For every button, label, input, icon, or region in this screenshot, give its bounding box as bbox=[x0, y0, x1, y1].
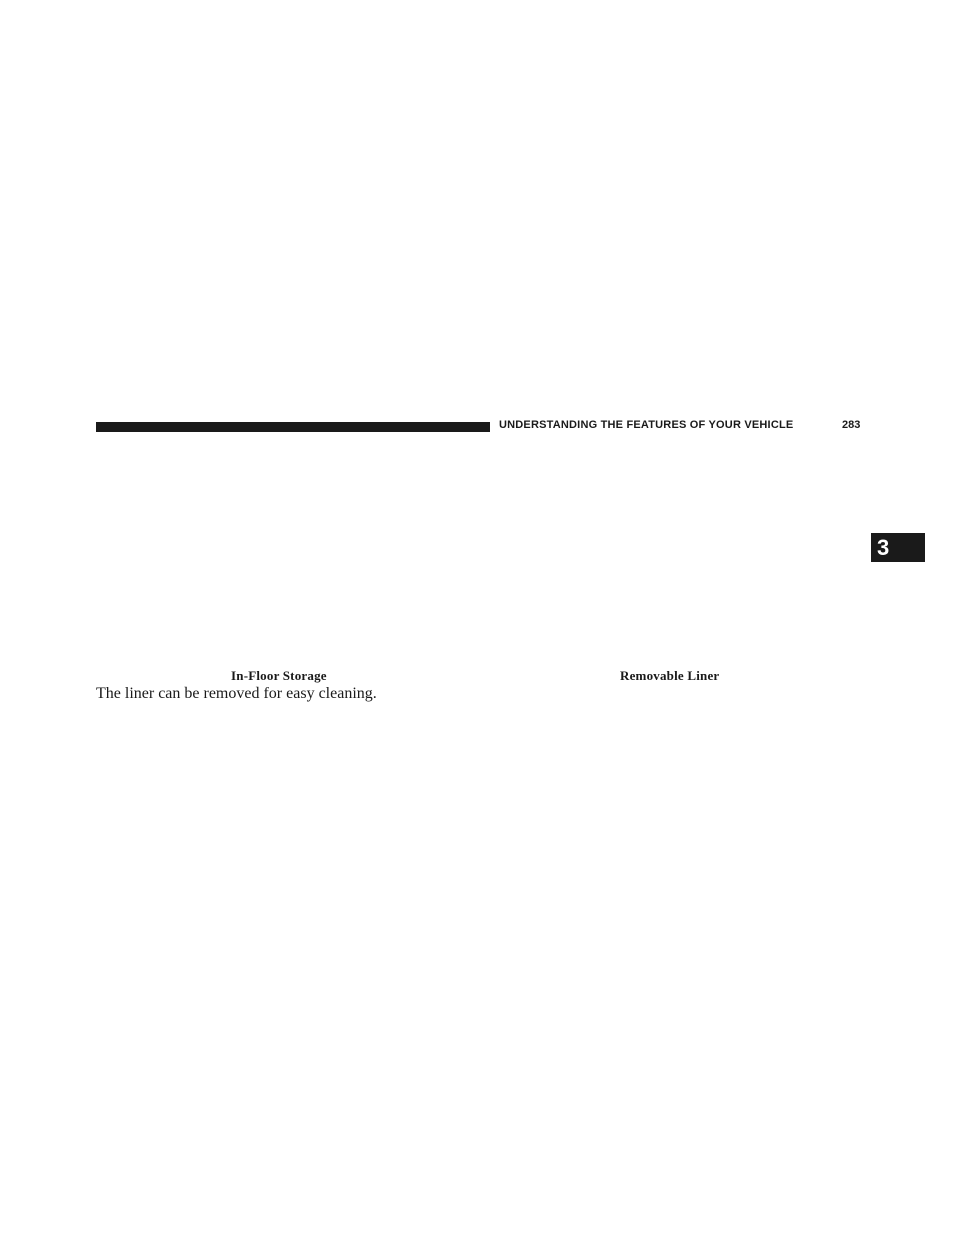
figure-removable-liner bbox=[484, 440, 868, 665]
header-rule bbox=[96, 422, 490, 432]
page-number: 283 bbox=[842, 419, 861, 431]
running-header-title: UNDERSTANDING THE FEATURES OF YOUR VEHICLE bbox=[499, 419, 794, 431]
body-paragraph: The liner can be removed for easy cleaning. bbox=[96, 685, 377, 702]
figure-caption-in-floor-storage: In-Floor Storage bbox=[231, 668, 327, 683]
chapter-tab bbox=[871, 533, 925, 562]
chapter-tab-label: 3 bbox=[877, 535, 890, 560]
figure-in-floor-storage bbox=[96, 440, 484, 665]
figure-caption-removable-liner: Removable Liner bbox=[620, 668, 720, 683]
